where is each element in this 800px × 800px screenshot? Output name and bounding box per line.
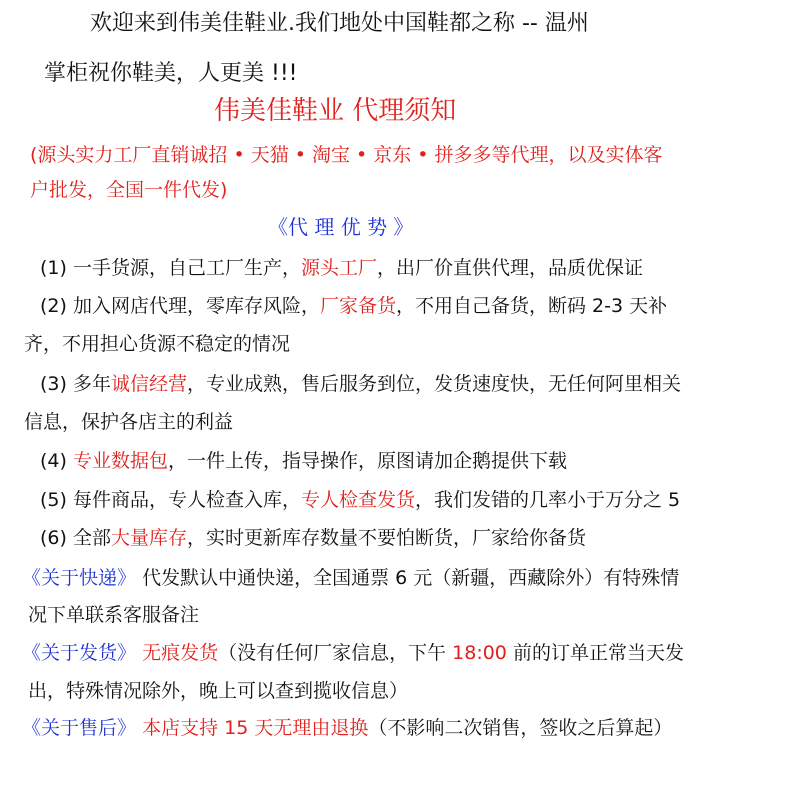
advantage-4-prefix: (4) xyxy=(40,450,73,472)
shipping-label: 关于发货 xyxy=(41,642,118,664)
advantage-item-6 xyxy=(40,526,586,550)
shipping-text-1: （没有任何厂家信息，下午 xyxy=(218,642,453,664)
advantage-item-4 xyxy=(40,449,567,473)
express-open-bracket: 《 xyxy=(22,567,42,589)
advantage-item-3-cont: 信息，保护各店主的利益 xyxy=(24,411,234,433)
advantage-6-highlight: 大量库存 xyxy=(110,527,187,549)
advantage-5-prefix: (5) 每件商品，专人检查入库， xyxy=(40,489,301,511)
advantage-item-3 xyxy=(40,372,681,396)
blessing-line: 掌柜祝你鞋美，人更美 !!! xyxy=(44,61,298,86)
advantage-3-prefix: (3) 多年 xyxy=(40,373,111,395)
aftersale-section xyxy=(22,716,672,740)
advantage-3-highlight: 诚信经营 xyxy=(110,373,187,395)
advantage-6-prefix: (6) 全部 xyxy=(40,527,111,549)
advantage-2-prefix: (2) 加入网店代理，零库存风险， xyxy=(40,295,320,317)
advantage-5-suffix: ，我们发错的几率小于万分之 5 xyxy=(414,489,681,511)
advantage-1-suffix: ，出厂价直供代理，品质优保证 xyxy=(376,257,643,279)
advantages-heading: 《代 理 优 势 》 xyxy=(268,215,414,239)
aftersale-highlight: 本店支持 15 天无理由退换 xyxy=(136,717,369,739)
advantage-item-5 xyxy=(40,488,680,512)
intro-line-1: (源头实力工厂直销诚招 • 天猫 • 淘宝 • 京东 • 拼多多等代理，以及实体客 xyxy=(30,144,663,166)
advantage-4-suffix: ，一件上传，指导操作，原图请加企鹅提供下载 xyxy=(167,450,567,472)
shipping-section xyxy=(22,641,684,665)
express-cont: 况下单联系客服备注 xyxy=(28,604,200,626)
shipping-text-2: 前的订单正常当天发 xyxy=(506,642,684,664)
shipping-cont: 出，特殊情况除外，晚上可以查到揽收信息） xyxy=(28,680,409,702)
advantage-1-highlight: 源头工厂 xyxy=(300,257,377,279)
shipping-close-bracket: 》 xyxy=(117,642,137,664)
aftersale-label: 关于售后 xyxy=(41,717,118,739)
advantage-6-suffix: ，实时更新库存数量不要怕断货，厂家给你备货 xyxy=(186,527,586,549)
aftersale-open-bracket: 《 xyxy=(22,717,42,739)
page-title: 伟美佳鞋业 代理须知 xyxy=(214,96,457,126)
advantage-5-highlight: 专人检查发货 xyxy=(300,489,415,511)
advantage-3-suffix: ，专业成熟，售后服务到位，发货速度快，无任何阿里相关 xyxy=(186,373,681,395)
advantage-2-suffix: ，不用自己备货，断码 2-3 天补 xyxy=(395,295,668,317)
advantage-item-1 xyxy=(40,256,643,280)
express-section xyxy=(22,566,679,590)
aftersale-text: （不影响二次销售，签收之后算起） xyxy=(368,717,673,739)
shipping-time: 18:00 xyxy=(452,642,507,664)
advantage-1-prefix: (1) 一手货源，自己工厂生产， xyxy=(40,257,301,279)
express-label: 关于快递 xyxy=(41,567,118,589)
shipping-highlight: 无痕发货 xyxy=(136,642,219,664)
advantage-2-highlight: 厂家备货 xyxy=(319,295,396,317)
aftersale-close-bracket: 》 xyxy=(117,717,137,739)
advantage-item-2 xyxy=(40,294,667,318)
express-text: 代发默认中通快递，全国通票 6 元（新疆，西藏除外）有特殊情 xyxy=(136,567,680,589)
advantage-item-2-cont: 齐，不用担心货源不稳定的情况 xyxy=(24,333,291,355)
express-close-bracket: 》 xyxy=(117,567,137,589)
intro-line-2: 户批发，全国一件代发) xyxy=(30,179,228,201)
welcome-line: 欢迎来到伟美佳鞋业.我们地处中国鞋都之称 -- 温州 xyxy=(90,11,589,36)
shipping-open-bracket: 《 xyxy=(22,642,42,664)
advantage-4-highlight: 专业数据包 xyxy=(72,450,168,472)
